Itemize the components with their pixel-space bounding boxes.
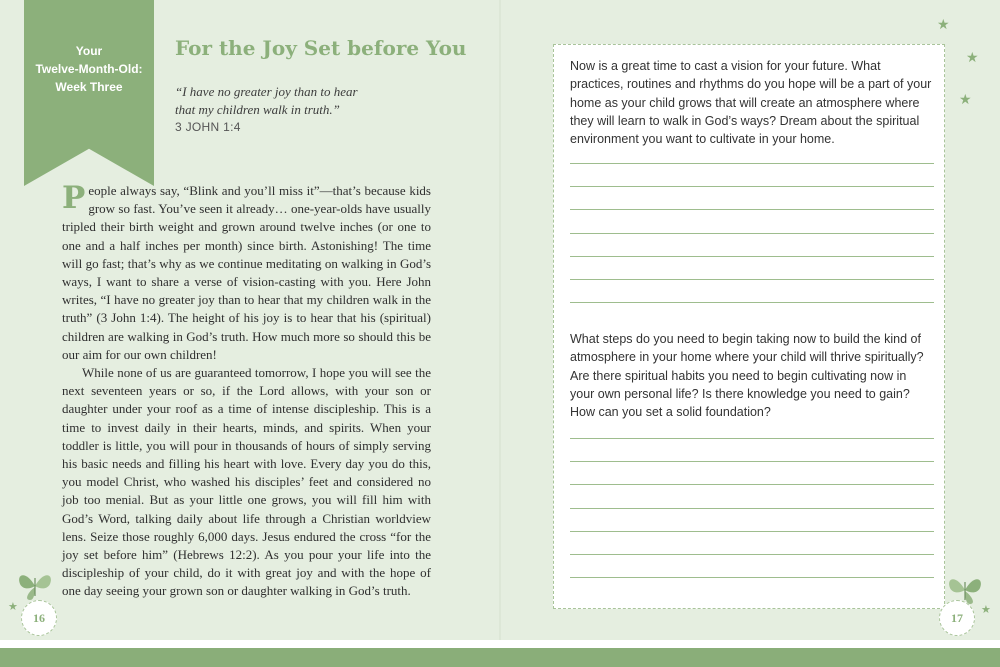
star-icon: ★ <box>937 18 950 33</box>
journal-prompt-2: What steps do you need to begin taking now to build the kind of atmosphere in your home where your child will thrive spiritually? Are there spiritual habits you need to begin cultivating now in your own personal life? Is there knowledge you need to gain? How can you set a solid foundation? <box>570 332 924 420</box>
page-number-right: 17 <box>939 600 975 636</box>
paragraph-2: While none of us are guaranteed tomorrow, I hope you will see the next seventeen years or so, if the Lord allows, with your son or daughter under your roof as a time of intense discipleship. This is a time to invest daily in their hearts, minds, and spirits. When your toddler is little, you will pour in thousands of hours of simply serving his basic needs and filling his heart with love. Every day you do this, you model Christ, who washed his disciples’ feet and considered no job too menial. But as your little one grows, you will fill him with God’s Word, talking daily about life through a Christian worldview lens. Seize those roughly 6,000 days. Jesus endured the cross “for the joy set before him” (Hebrews 12:2). As you pour your life into the discipleship of your child, do it with great joy and with the hope of one day seeing your grown son or daughter walking in God’s truth. <box>62 365 431 599</box>
paragraph-1-text: eople always say, “Blink and you’ll miss it”—that’s because kids grow so fast. You’ve seen it already… one-year-olds have usually tripled their birth weight and grown around twelve inches (or one to one and a half inches per month) since birth. Astonishing! The time will go fast; that’s why as we continue meditating on walking in God’s ways, I want to share a verse of vision-casting with you. Here John writes, “I have no greater joy than to hear that my children walk in the truth” (3 John 1:4). The height of his joy is to hear that his (spiritual) children are walking in God’s truth. How much more so should this be our aim for our own children! <box>62 183 431 362</box>
page-number-left: 16 <box>21 600 57 636</box>
ribbon-label <box>24 42 154 96</box>
star-icon: ★ <box>966 51 979 66</box>
verse-line-1: “I have no greater joy than to hear <box>175 84 358 99</box>
star-icon: ★ <box>959 93 972 108</box>
journal-box <box>553 44 945 609</box>
ribbon-line-3: Week Three <box>55 80 123 94</box>
ribbon-line-1: Your <box>75 44 103 58</box>
writing-lines-2[interactable] <box>570 438 934 600</box>
verse-line-2: that my children walk in truth.” <box>175 102 340 117</box>
verse-reference: 3 JOHN 1:4 <box>175 120 241 134</box>
page-gutter <box>499 0 501 640</box>
devotional-body <box>62 182 431 601</box>
writing-lines-1[interactable] <box>570 163 934 325</box>
star-icon: ★ <box>981 604 991 616</box>
drop-cap: P <box>62 180 86 216</box>
page-title: For the Joy Set before You <box>175 36 467 60</box>
journal-prompt-1: Now is a great time to cast a vision for your future. What practices, routines and rhythms do you hope will be a part of your home as your child grows that will create an atmosphere where they will learn to walk in God’s ways? Dream about the spiritual environment you want to cultivate in your home. <box>570 59 932 147</box>
bottom-band <box>0 648 1000 667</box>
star-icon: ★ <box>8 601 18 613</box>
scripture-verse <box>175 83 415 119</box>
paragraph-1 <box>62 182 431 364</box>
ribbon-line-2: Twelve-Month-Old: <box>35 62 143 76</box>
butterfly-icon <box>16 568 54 604</box>
